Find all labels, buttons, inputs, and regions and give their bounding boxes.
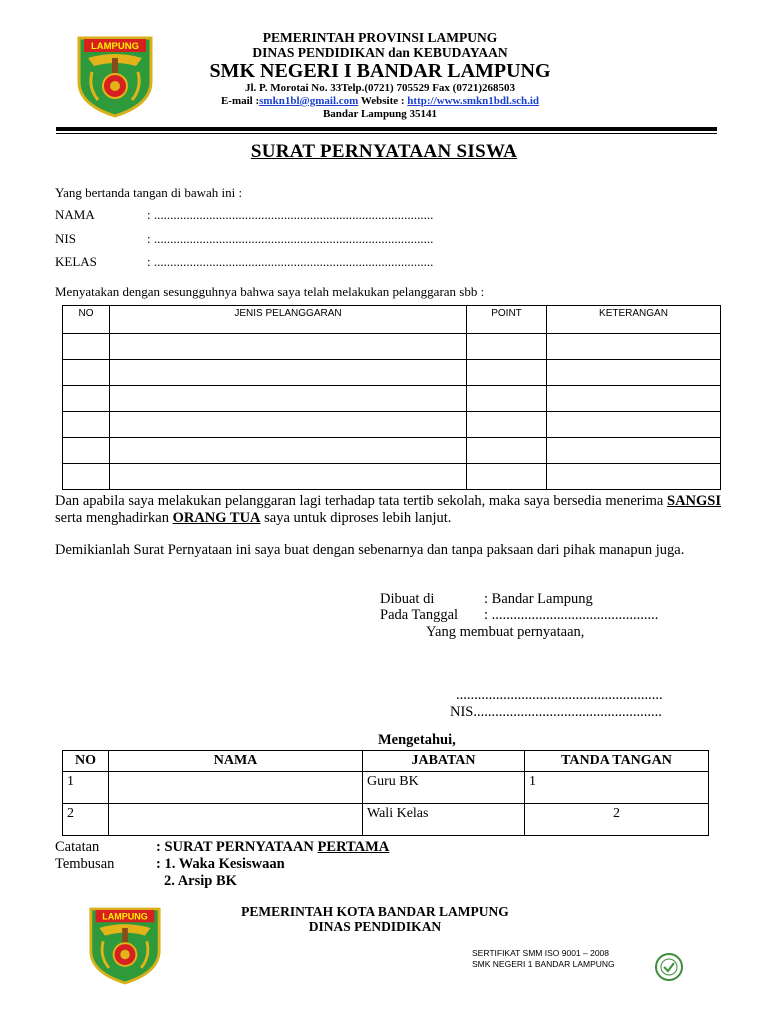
table-row — [63, 360, 721, 386]
cell-point — [467, 438, 547, 464]
logo-text: LAMPUNG — [102, 911, 148, 922]
catatan-value — [156, 839, 389, 856]
header-province: PEMERINTAH PROVINSI LAMPUNG — [262, 30, 498, 45]
field-value: : ...................................................................................... — [147, 231, 434, 246]
cell-jenis-pelanggaran — [110, 464, 467, 490]
approval-table — [62, 750, 709, 836]
table-row — [63, 386, 721, 412]
cell-jenis-pelanggaran — [110, 334, 467, 360]
table-row — [63, 438, 721, 464]
table-row — [63, 334, 721, 360]
col-no: NO — [63, 306, 110, 334]
col-tanda-tangan: TANDA TANGAN — [525, 751, 709, 772]
field-value: : ...................................................................................... — [147, 207, 434, 222]
intro-text: Yang bertanda tangan di bawah ini : — [55, 185, 243, 200]
footer-line1: PEMERINTAH KOTA BANDAR LAMPUNG — [241, 904, 509, 919]
letterhead — [150, 30, 610, 121]
col-jenis-pelanggaran: JENIS PELANGGARAN — [110, 306, 467, 334]
signature-nis-line: NIS.................................................... — [450, 704, 662, 720]
approval-title: Mengetahui, — [378, 732, 456, 748]
footer-line2: DINAS PENDIDIKAN — [308, 919, 442, 934]
para-text: serta menghadirkan — [55, 510, 173, 526]
cell-jenis-pelanggaran — [110, 438, 467, 464]
certification-text — [472, 948, 615, 970]
email-link[interactable]: smkn1bl@gmail.com — [259, 95, 359, 107]
footer-heading — [200, 904, 550, 934]
cell-point — [467, 360, 547, 386]
iso-certification-seal-icon — [654, 952, 684, 982]
cell-keterangan — [547, 334, 721, 360]
cell-jenis-pelanggaran — [110, 412, 467, 438]
cell-signature: 2 — [525, 804, 709, 836]
tembusan-label: Tembusan — [55, 856, 115, 872]
parents-emphasis: ORANG TUA — [172, 510, 261, 526]
para-text: saya untuk diproses lebih lanjut. — [260, 510, 452, 526]
cell-no — [63, 386, 110, 412]
table-header-row — [63, 306, 721, 334]
violation-table — [62, 305, 721, 490]
table-row — [63, 804, 709, 836]
date-label: Pada Tanggal — [380, 607, 459, 623]
col-no: NO — [63, 751, 109, 772]
catatan-label: Catatan — [55, 839, 100, 855]
cell-keterangan — [547, 438, 721, 464]
cell-no: 1 — [63, 772, 109, 804]
cell-jabatan: Guru BK — [363, 772, 525, 804]
email-label: E-mail : — [220, 95, 260, 107]
cell-jenis-pelanggaran — [110, 360, 467, 386]
cell-point — [467, 334, 547, 360]
catatan-emphasis: PERTAMA — [317, 839, 390, 855]
tembusan-item-2: 2. Arsip BK — [164, 873, 237, 889]
para-text: Dan apabila saya melakukan pelanggaran lagi terhadap tata tertib sekolah, maka saya bersedia menerima — [55, 493, 667, 509]
col-jabatan: JABATAN — [363, 751, 525, 772]
lampung-emblem-logo — [76, 36, 154, 118]
header-school-name: SMK NEGERI I BANDAR LAMPUNG — [209, 60, 551, 82]
cell-signature: 1 — [525, 772, 709, 804]
cell-keterangan — [547, 464, 721, 490]
statement-text: Menyatakan dengan sesungguhnya bahwa saya telah melakukan pelanggaran sbb : — [55, 284, 485, 299]
field-nama — [55, 207, 433, 223]
place-label: Dibuat di — [380, 591, 435, 607]
signature-name-line: ......................................................... — [456, 687, 663, 703]
header-divider-thick — [56, 127, 717, 131]
lampung-emblem-footer-logo — [88, 906, 162, 986]
cell-keterangan — [547, 386, 721, 412]
sanction-emphasis: SANGSI — [667, 493, 721, 509]
date-value: : .............................................. — [484, 607, 659, 623]
col-keterangan: KETERANGAN — [547, 306, 721, 334]
header-city: Bandar Lampung 35141 — [322, 108, 438, 120]
cell-jabatan: Wali Kelas — [363, 804, 525, 836]
cell-keterangan — [547, 360, 721, 386]
field-label: NAMA — [55, 207, 95, 222]
table-header-row — [63, 751, 709, 772]
col-point: POINT — [467, 306, 547, 334]
tembusan-item-1: : 1. Waka Kesiswaan — [156, 856, 285, 872]
website-label: Website : — [358, 95, 408, 107]
catatan-text: : SURAT PERNYATAAN — [156, 839, 318, 855]
cell-nama — [109, 772, 363, 804]
cell-nama — [109, 804, 363, 836]
field-value: : ...................................................................................... — [147, 254, 434, 269]
table-row — [63, 412, 721, 438]
cell-no — [63, 360, 110, 386]
col-nama: NAMA — [109, 751, 363, 772]
cell-point — [467, 464, 547, 490]
cert-line1: SERTIFIKAT SMM ISO 9001 – 2008 — [472, 948, 610, 958]
cell-no — [63, 412, 110, 438]
header-department: DINAS PENDIDIKAN dan KEBUDAYAAN — [252, 45, 508, 60]
cell-point — [467, 386, 547, 412]
place-value: : Bandar Lampung — [484, 591, 593, 607]
table-row — [63, 464, 721, 490]
cert-line2: SMK NEGERI 1 BANDAR LAMPUNG — [472, 959, 615, 969]
cell-point — [467, 412, 547, 438]
cell-no — [63, 334, 110, 360]
table-row — [63, 772, 709, 804]
website-link[interactable]: http://www.smkn1bdl.sch.id — [407, 95, 540, 107]
field-label: NIS — [55, 231, 76, 246]
cell-no: 2 — [63, 804, 109, 836]
cell-no — [63, 464, 110, 490]
field-nis — [55, 231, 433, 247]
field-kelas — [55, 254, 433, 270]
header-contact — [150, 95, 610, 108]
closing-paragraph: Demikianlah Surat Pernyataan ini saya buat dengan sebenarnya dan tanpa paksaan dari pihak manapun juga. — [55, 542, 685, 558]
cell-jenis-pelanggaran — [110, 386, 467, 412]
commitment-paragraph — [55, 493, 721, 527]
document-title — [0, 141, 768, 163]
cell-no — [63, 438, 110, 464]
header-divider-thin — [56, 133, 717, 134]
cell-keterangan — [547, 412, 721, 438]
logo-text: LAMPUNG — [90, 41, 140, 52]
document-title-text: SURAT PERNYATAAN SISWA — [250, 141, 518, 162]
header-address: Jl. P. Morotai No. 33Telp.(0721) 705529 Fax (0721)268503 — [245, 82, 515, 94]
field-label: KELAS — [55, 254, 97, 269]
maker-label: Yang membuat pernyataan, — [426, 624, 585, 640]
